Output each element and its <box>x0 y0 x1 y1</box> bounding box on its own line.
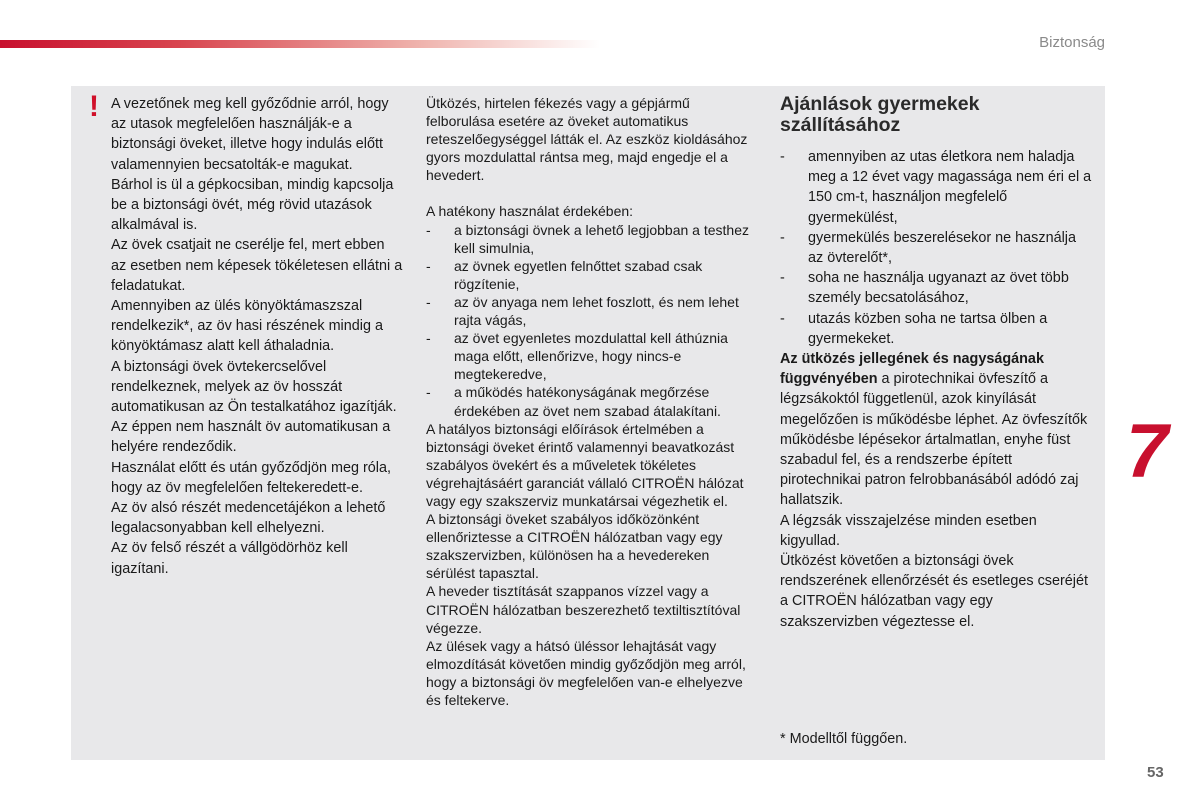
list-item: - az övet egyenletes mozdulattal kell áthúznia maga előtt, ellenőrizve, hogy nincs-e megtekeredve, <box>426 329 751 383</box>
warning-column <box>111 94 403 579</box>
warning-paragraph: A biztonsági övek övtekercselővel rendelkeznek, melyek az öv hosszát automatikusan az Ön testalkatához igazítják. Az éppen nem használt öv automatikusan a helyére rendeződik. <box>111 358 397 456</box>
header-accent-bar <box>0 40 600 48</box>
section-title: Biztonság <box>1039 34 1105 51</box>
list-item: - az öv anyaga nem lehet foszlott, és nem lehet rajta vágás, <box>426 293 751 329</box>
list-item: - az övnek egyetlen felnőttet szabad csak rögzítenie, <box>426 257 751 293</box>
warning-paragraph: A vezetőnek meg kell győződnie arról, hogy az utasok megfelelően használják-e a biztonsági öveket, illetve hogy indulás előtt valamennyien becsatolták-e magukat. <box>111 96 389 173</box>
airbag-note: A légzsák visszajelzése minden esetben kigyullad. <box>780 512 1037 549</box>
list-item: - gyermekülés beszerelésekor ne használja az övterelőt*, <box>780 228 1095 268</box>
inspection-paragraph: A biztonsági öveket szabályos időközönként ellenőriztesse a CITROËN hálózatban vagy egy szakszervizben, különösen ha a hevedereken sérülést tapasztal. <box>426 511 723 582</box>
service-paragraph: A hatályos biztonsági előírások értelmében a biztonsági öveket érintő valamennyi beavatkozást szabályos övekért és a műveletek tökéletes végrehajtásáért garanciát vállaló CITROËN hálózat vagy egy szakszerviz munkatársai végezhetik el. <box>426 420 744 509</box>
after-collision-paragraph: Ütközést követően a biztonsági övek rendszerének ellenőrzését és esetleges cseréjét a CITROËN hálózatban vagy egy szakszervizben végeztesse el. <box>780 553 1088 630</box>
effective-use-heading: A hatékony használat érdekében: <box>426 203 634 220</box>
page-number: 53 <box>1147 764 1164 781</box>
warning-paragraph: Az öv alsó részét medencetájékon a lehető legalacsonyabban kell elhelyezni. <box>111 500 386 537</box>
children-heading: Ajánlások gyermekek szállításához <box>780 93 980 136</box>
cleaning-paragraph: A heveder tisztítását szappanos vízzel vagy a CITROËN hálózatban beszerezhető textiltisztítóval végezze. <box>426 583 741 636</box>
footnote: * Modelltől függően. <box>780 731 908 747</box>
warning-paragraph: Amennyiben az ülés könyöktámaszszal rendelkezik*, az öv hasi részének mindig a könyöktámasz alatt kell áthaladnia. <box>111 298 383 355</box>
children-list <box>780 147 1095 349</box>
pretensioner-text: a pirotechnikai övfeszítő a légzsákoktól függetlenül, azok kinyílását megelőzően is működésbe léphet. Az övfeszítők működésbe lépésekor ártalmatlan, enyhe füst szabadul fel, és a rendszerbe épített pirotechnikai patron felrobbanásából adódó zaj hallatszik. <box>780 371 1088 509</box>
list-item: - a működés hatékonyságának megőrzése érdekében az övet nem szabad átalakítani. <box>426 383 751 419</box>
middle-column <box>426 94 751 709</box>
right-column <box>780 94 1095 632</box>
list-item: - amennyiben az utas életkora nem haladja meg a 12 évet vagy magassága nem éri el a 150 cm-t, használjon megfelelő gyermekülést, <box>780 147 1095 228</box>
exclamation-icon: ! <box>89 90 99 123</box>
list-item: - a biztonsági övnek a lehető legjobban a testhez kell simulnia, <box>426 221 751 257</box>
seat-folding-paragraph: Az ülések vagy a hátsó üléssor lehajtását vagy elmozdítását követően mindig győződjön meg arról, hogy a biztonsági öv megfelelően van-e elhelyezve és feltekerve. <box>426 637 746 708</box>
pretensioner-bold-lead: Az ütközés jellegének és nagyságának függvényében <box>780 351 1044 388</box>
effective-use-list <box>426 221 751 420</box>
chapter-number: 7 <box>1126 409 1169 494</box>
warning-paragraph: Bárhol is ül a gépkocsiban, mindig kapcsolja be a biztonsági övét, még rövid utazások alkalmával is. <box>111 176 394 234</box>
warning-paragraph: Az övek csatjait ne cserélje fel, mert ebben az esetben nem képesek tökéletesen ellátni a feladatukat. <box>111 237 403 294</box>
warning-paragraph: Használat előtt és után győződjön meg róla, hogy az öv megfelelően feltekeredett-e. <box>111 459 391 496</box>
list-item: - utazás közben soha ne tartsa ölben a gyermekeket. <box>780 309 1095 349</box>
warning-paragraph: Az öv felső részét a vállgödörhöz kell igazítani. <box>111 540 348 577</box>
locking-intro: Ütközés, hirtelen fékezés vagy a gépjármű felborulása esetére az öveket automatikus reteszelőegységgel látták el. Az eszköz kioldásához gyors mozdulattal rántsa meg, majd engedje el a hevedert. <box>426 95 748 184</box>
list-item: - soha ne használja ugyanazt az övet több személy becsatolásához, <box>780 268 1095 308</box>
pretensioner-paragraph <box>780 349 1095 511</box>
